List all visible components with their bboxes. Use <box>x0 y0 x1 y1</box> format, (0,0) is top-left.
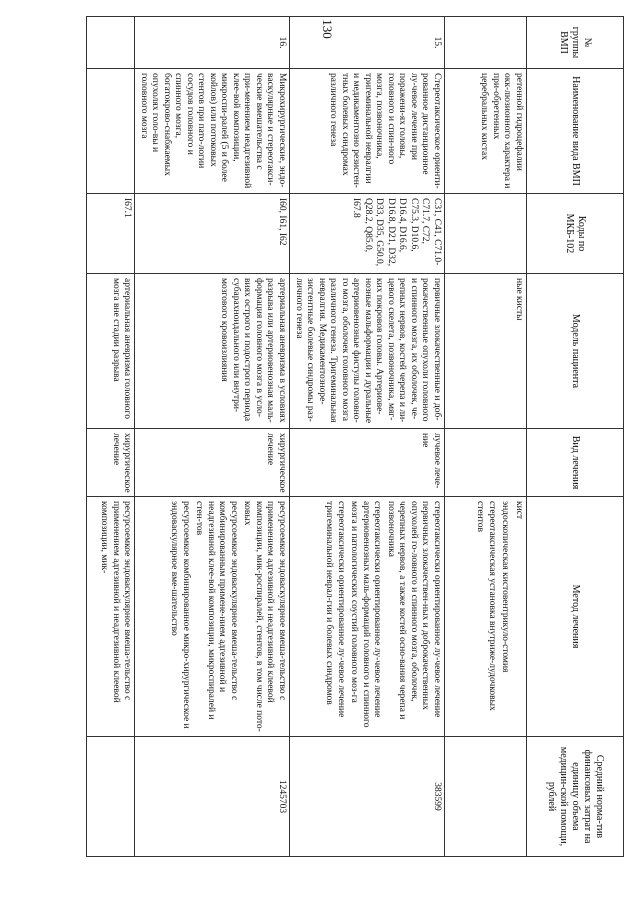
method-item: эндоскопическая кистовентрикуло-стомия <box>500 501 511 673</box>
cell-treatment-type: хирургическое лечение <box>135 429 290 497</box>
cell-treatment-type <box>445 429 527 497</box>
method-item: ресурсоемкое эндоваскулярное вмеша-тельство с применением адгезивной и неадгезивной клеевой композиции, мик-роспиралей, стентов, в том числе пото-ковых <box>242 501 287 732</box>
header-vmp-name: Наименование вида ВМП <box>527 69 624 194</box>
header-treatment-type: Вид лечения <box>527 429 624 497</box>
method-item: ресурсоемкое эндоваскулярное вмеша-тельство с комбинированным примене-нием адгезивной и неадгезивной клее-вой композиции, микроспиралей и стен-тов <box>194 501 239 720</box>
cell-vmp-name: Стереотаксическое ориенти-рованное дистанционное лу-чевое лечение при поражени-ях головы, головного и спин-ного мозга, позвоночника, тригеминальной невралгии и медикаментозно резистен-тных болевых синдромах различного генеза <box>290 69 445 194</box>
table-row <box>445 17 527 857</box>
header-icd-codes: Коды по МКБ-102 <box>527 194 624 274</box>
cell-treatment-method <box>290 497 445 737</box>
cell-treatment-method <box>135 497 290 737</box>
cell-treatment-method <box>445 497 527 737</box>
method-item: ресурсоемкое эндоваскулярное вмеша-тельство с применением адгезивной и неадгезивной клеевой композиции, мик- <box>99 501 133 703</box>
cell-vmp-name: Микрохирургические, эндо-васкулярные и стереотакси-ческие вмешательства с при-менением неадгезивной клее-вой композиции, микроспи-ралей (5 и более койлов) или потоковых стентов при пато-логии сосудов головного и спинного мозга, богатокрово-снабжаемых опухолях голо-вы и головного мозга <box>135 69 290 194</box>
method-item: стереотаксически ориентированное лу-чевое лечение тригеминальной неврал-гии и болевых синдромов <box>324 501 346 718</box>
cell-vmp-name <box>87 69 135 194</box>
header-group-no: № группы ВМП <box>527 17 624 69</box>
vmp-table <box>87 16 625 857</box>
cell-icd-codes: C31, C41, C71.0-C71.7, C72, C75.3, D10.6, D16.4, D16.6, D16.8, D21, D32, D33, D35, G50.0, Q28.2, Q85.0, I67.8 <box>290 194 445 274</box>
cell-group-no: 16. <box>135 17 290 69</box>
table-header-row <box>527 17 624 857</box>
table-row <box>135 17 290 857</box>
header-patient-model: Модель пациента <box>527 274 624 429</box>
cell-vmp-name: ретенной гидроцефалии окк-люзионного характера и при-обретенных церебральных кистах <box>445 69 527 194</box>
cell-treatment-method <box>87 497 135 737</box>
header-treatment-method: Метод лечения <box>527 497 624 737</box>
method-item: стереотаксически ориентированное лу-чевое лечение первичных злокачествен-ных и доброкачественных опухолей го-ловного и спинного мозга, оболочек, черепных нервов, а также костей осно-вания черепа и позвоночника <box>386 501 442 720</box>
method-item: ресурсоемкое комбинированное микро-хирургическое и эндоваскулярное вме-шательство <box>169 501 191 729</box>
table-row <box>290 17 445 857</box>
cell-group-no <box>445 17 527 69</box>
cell-patient-model: ные кисты <box>445 274 527 429</box>
cell-avg-cost: 383599 <box>290 737 445 857</box>
cell-avg-cost: 1245703 <box>135 737 290 857</box>
cell-patient-model: артериальная аневризма головного мозга вне стадии разрыва <box>87 274 135 429</box>
cell-group-no <box>87 17 135 69</box>
table-row <box>87 17 135 857</box>
cell-treatment-type: лучевое лече-ние <box>290 429 445 497</box>
cell-treatment-type: хирургическое лечение <box>87 429 135 497</box>
cell-group-no: 15. <box>290 17 445 69</box>
method-item: стереотаксическая установка внутриже-лудочковых стентов <box>475 501 497 711</box>
cell-icd-codes <box>445 194 527 274</box>
cell-avg-cost <box>445 737 527 857</box>
method-item: кист <box>514 501 524 520</box>
rotated-table-container <box>64 16 624 856</box>
page-number-text: 130 <box>320 19 335 39</box>
cell-icd-codes: I67.1 <box>87 194 135 274</box>
method-item: стереотаксически ориентированное лу-чевое лечение артериовенозных маль-формаций головного и спинного мозга и патологических соустий головного моз-га <box>349 501 383 728</box>
header-avg-cost: Средний норма-тив финансовых затрат на единицу объема медицин-ской помощи, рублей <box>527 737 624 857</box>
cell-avg-cost <box>87 737 135 857</box>
cell-icd-codes: I60, I61, I62 <box>135 194 290 274</box>
cell-patient-model: артериальная аневризма в условиях разрыва или артериовенозная маль-формация головного мозга в усло-виях острого и подострого периода субарахноидального или внутри-мозгового кровоизлияния <box>135 274 290 429</box>
cell-patient-model: первичные злокачественные и доб-рокачественные опухоли головного и спинного мозга, их оболочек, че-репных нервов, костей черепа и ли-цевого скелета, позвоночника, мяг-ких покровов головы. Артериове-нозные мальформации и дуральные артериовенозные фистулы головно-го мозга, оболочек головного мозга различного генеза. Тригеминальная невралгия. Медикаментозноре-зистентные болевые синдромы раз-личного генеза <box>290 274 445 429</box>
